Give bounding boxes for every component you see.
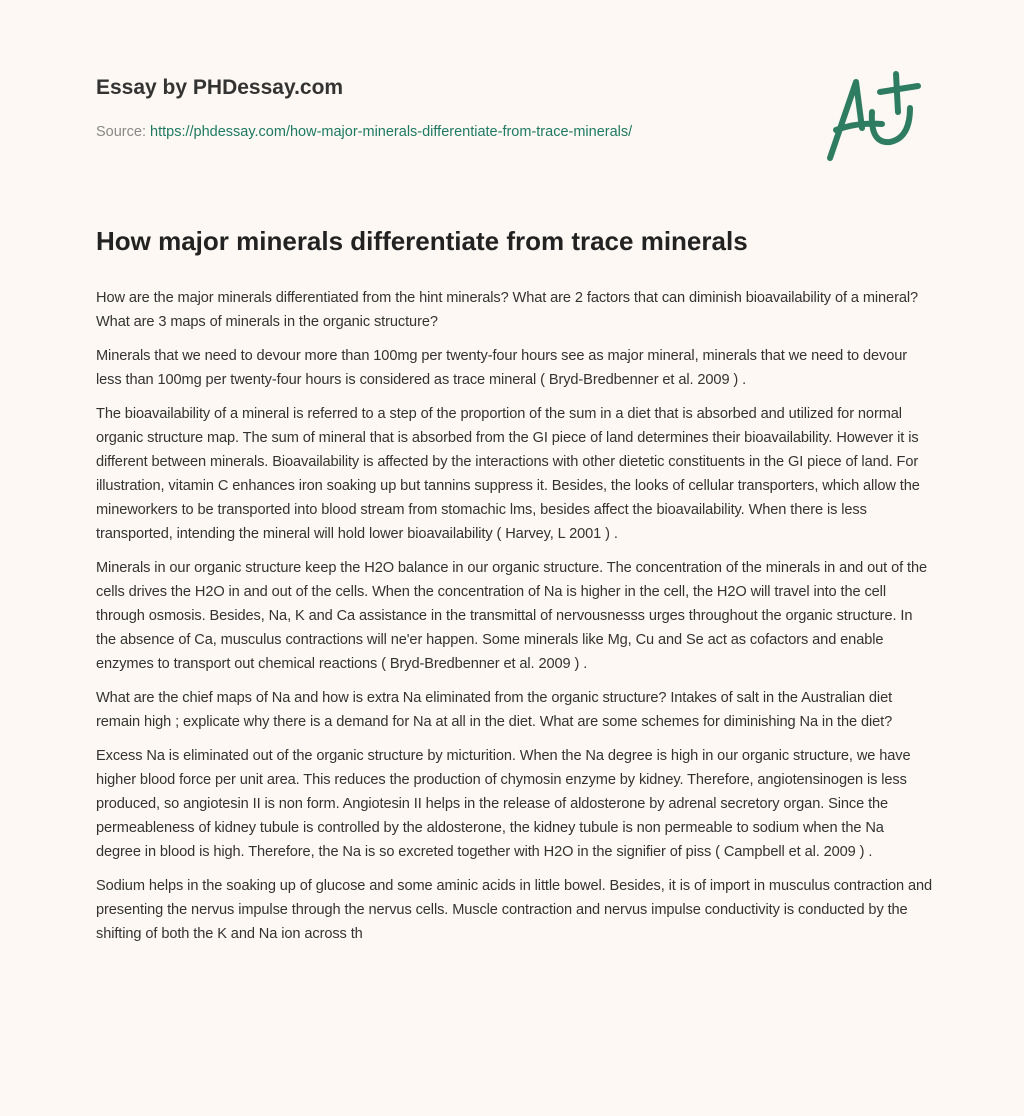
source-label: Source:: [96, 124, 146, 140]
paragraph: Excess Na is eliminated out of the organic structure by micturition. When the Na degree is high in our organic structure, we have higher blood force per unit area. This reduces the production of chymosin enzyme by kidney. Therefore, angiotensinogen is less produced, so angiotesin II is non form. Angiotesin II helps in the release of aldosterone by adrenal secretory organ. Since the permeableness of kidney tubule is controlled by the aldosterone, the kidney tubule is non permeable to sodium when the Na degree in blood is high. Therefore, the Na is so excreted together with H2O in the signifier of piss ( Campbell et al. 2009 ) .: [96, 748, 911, 860]
paragraph: How are the major minerals differentiated from the hint minerals? What are 2 factors that can diminish bioavailability of a mineral? What are 3 maps of minerals in the organic structure?: [96, 290, 919, 330]
source-line: [96, 124, 632, 140]
site-brand: Essay by PHDessay.com: [96, 76, 344, 99]
paragraph: The bioavailability of a mineral is referred to a step of the proportion of the sum in a diet that is absorbed and utilized for normal organic structure map. The sum of mineral that is absorbed from the GI piece of land determines their bioavailability. However it is different between minerals. Bioavailability is affected by the interactions with other dietetic constituents in the GI piece of land. For illustration, vitamin C enhances iron soaking up but tannins suppress it. Besides, the looks of cellular transporters, which allow the mineworkers to be transported into blood stream from stomachic lms, besides affect the bioavailability. When there is less transported, intending the mineral will hold lower bioavailability ( Harvey, L 2001 ) .: [96, 406, 920, 542]
paragraph: Minerals that we need to devour more than 100mg per twenty-four hours see as major mineral, minerals that we need to devour less than 100mg per twenty-four hours is considered as trace mineral ( Bryd-Bredbenner et al. 2009 ) .: [96, 348, 908, 388]
paragraph: Sodium helps in the soaking up of glucose and some aminic acids in little bowel. Besides, it is of import in musculus contraction and presenting the nervus impulse through the nervus cells. Muscle contraction and nervus impulse conductivity is conducted by the shifting of both the K and Na ion across th: [96, 878, 933, 942]
paragraph: What are the chief maps of Na and how is extra Na eliminated from the organic structure? Intakes of salt in the Australian diet remain high ; explicate why there is a demand for Na at all in the diet. What are some schemes for diminishing Na in the diet?: [96, 690, 893, 730]
source-link[interactable]: https://phdessay.com/how-major-minerals-differentiate-from-trace-minerals/: [150, 124, 633, 140]
essay-body: [96, 286, 932, 956]
page-title: How major minerals differentiate from trace minerals: [96, 226, 748, 256]
a-plus-logo-icon: [818, 68, 928, 168]
paragraph: Minerals in our organic structure keep the H2O balance in our organic structure. The concentration of the minerals in and out of the cells drives the H2O in and out of the cells. When the concentration of Na is higher in the cell, the H2O will travel into the cell through osmosis. Besides, Na, K and Ca assistance in the transmittal of nervousnesss urges throughout the organic structure. In the absence of Ca, musculus contractions will ne'er happen. Some minerals like Mg, Cu and Se act as cofactors and enable enzymes to transport out chemical reactions ( Bryd-Bredbenner et al. 2009 ) .: [96, 560, 928, 672]
